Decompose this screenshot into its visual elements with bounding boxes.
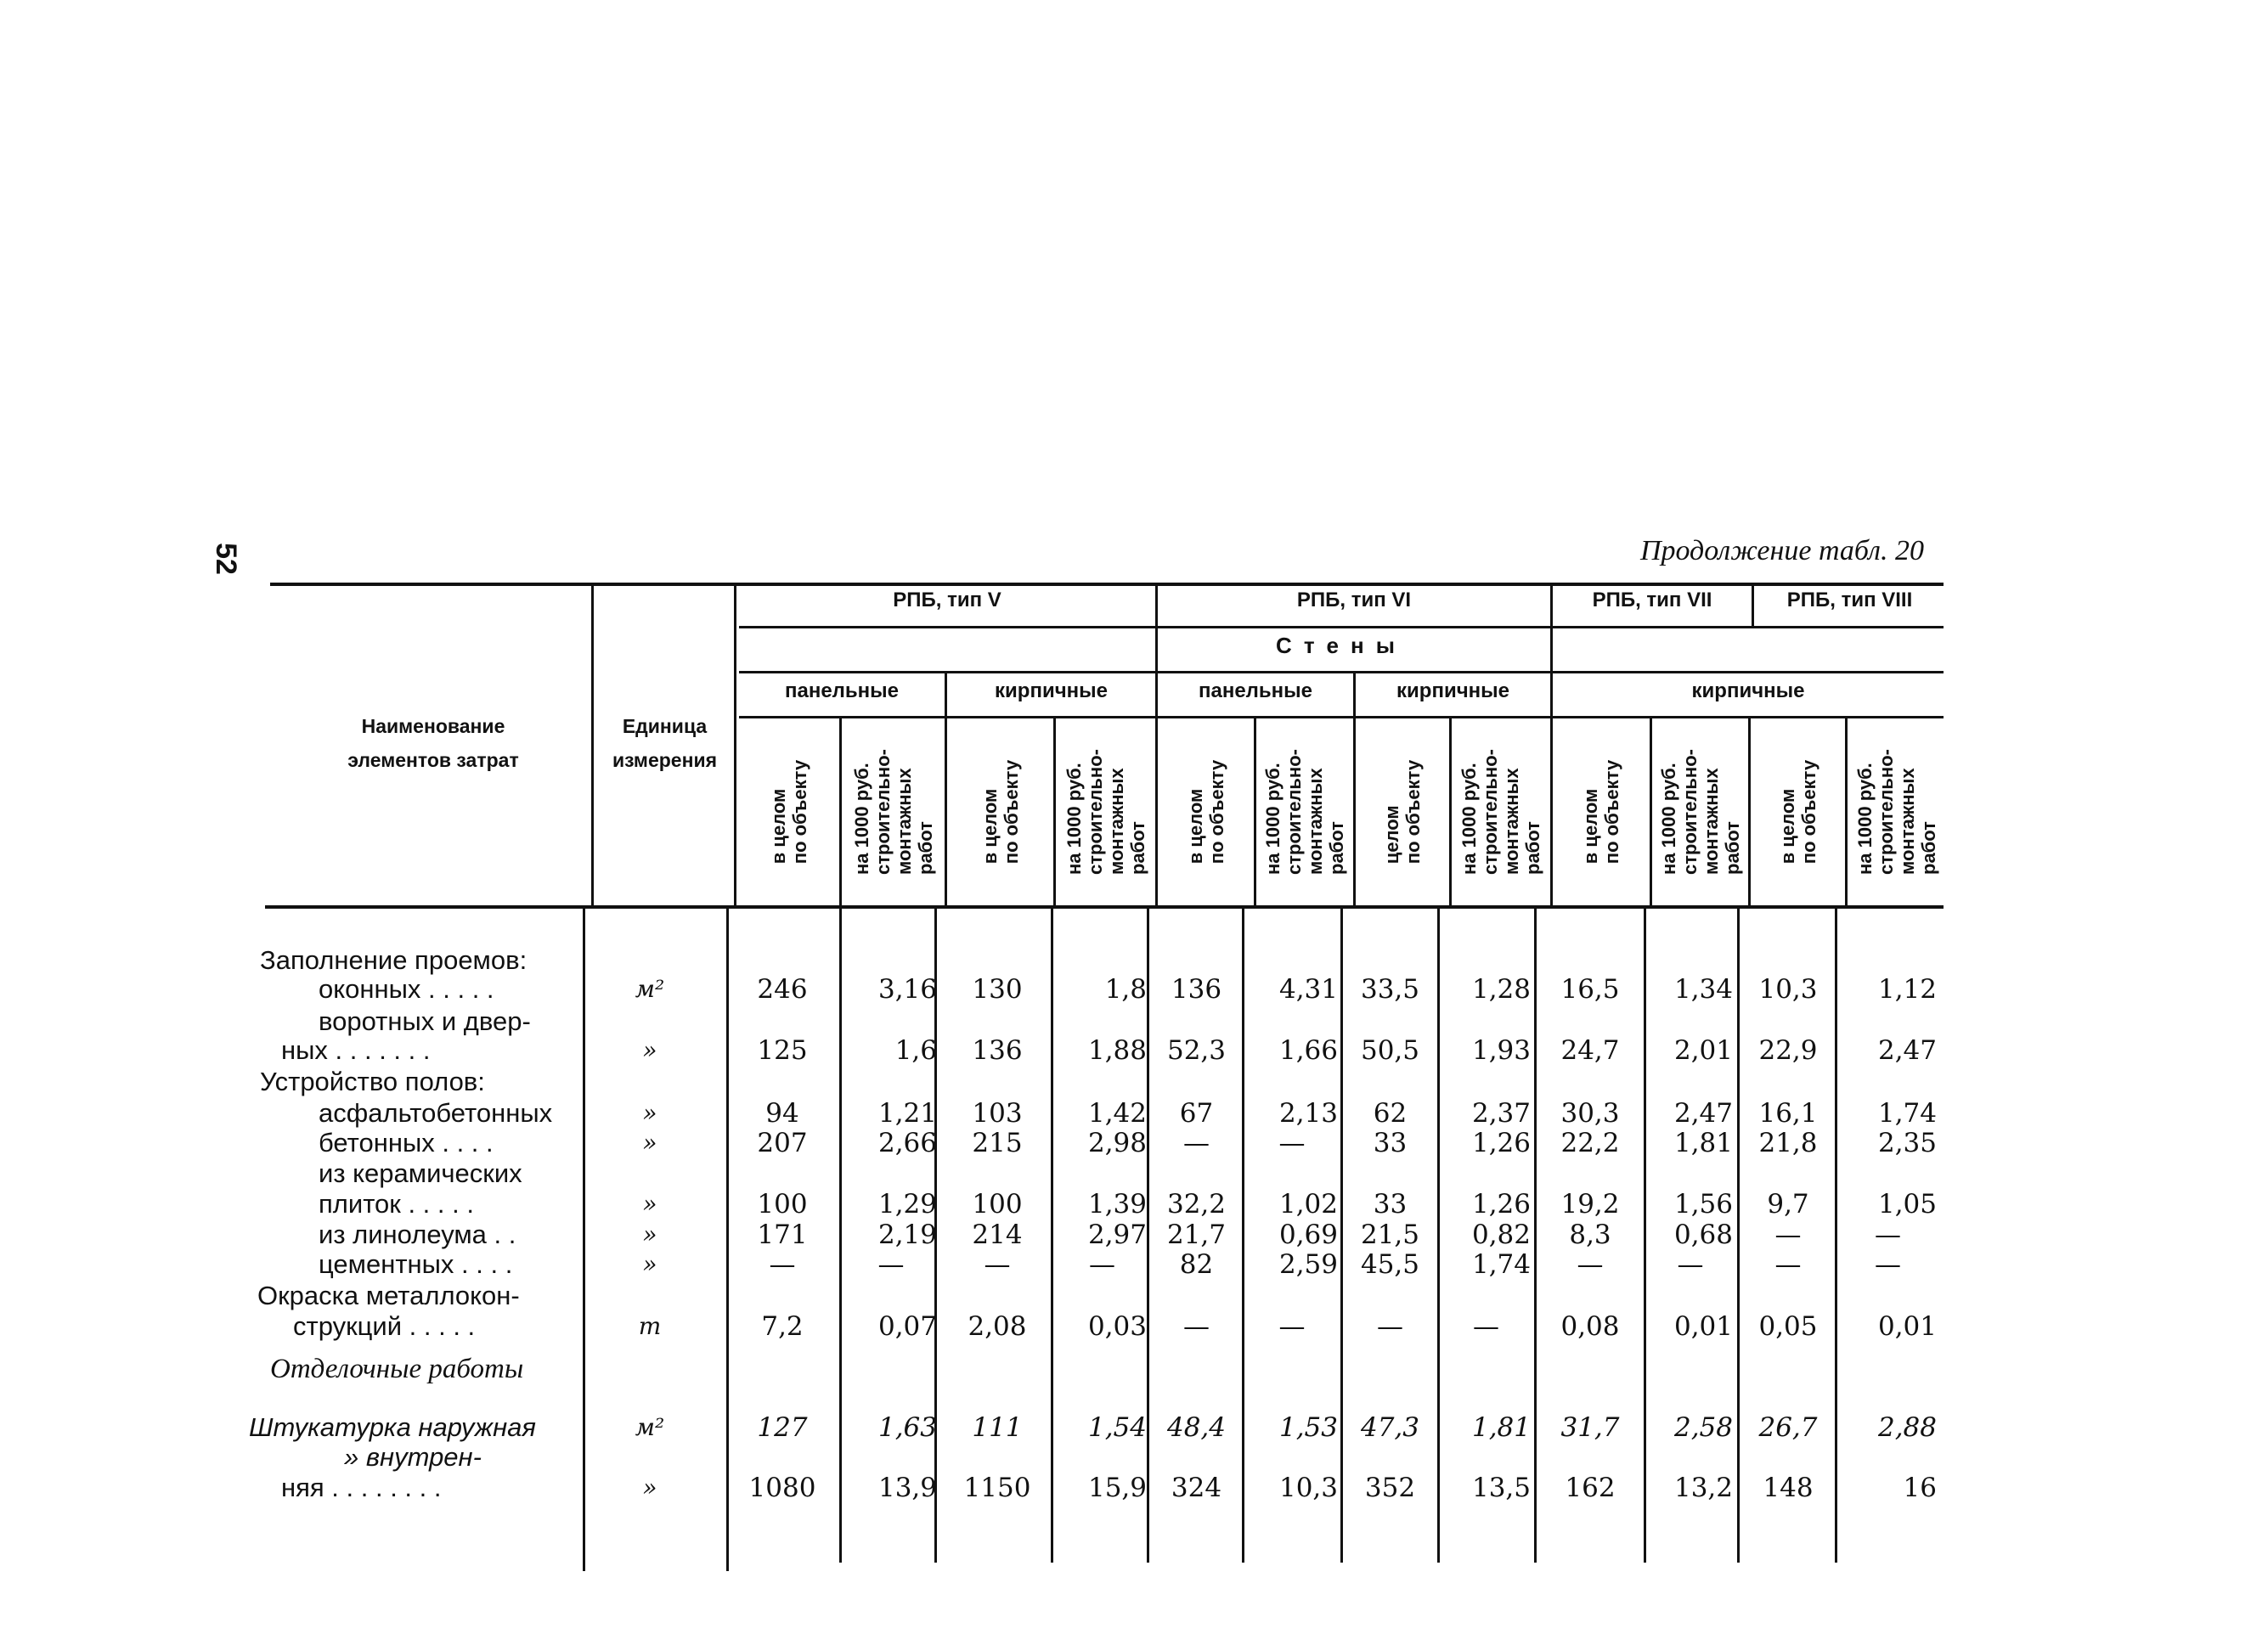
name-col-line-1: Наименование <box>361 715 505 737</box>
cell-value: 1,39 <box>1087 1189 1147 1220</box>
row-label: няя . . . . . . . . <box>281 1473 442 1502</box>
cell-value: 33 <box>1373 1128 1408 1158</box>
sub-header-per-1000: на 1000 руб. строительно- монтажных работ <box>1657 749 1743 875</box>
row-label: асфальтобетонных <box>319 1098 553 1128</box>
cell-value: 21,8 <box>1758 1128 1818 1158</box>
sub-header-per-1000: на 1000 руб. строительно- монтажных работ <box>1262 749 1347 875</box>
cell-value: 47,3 <box>1360 1412 1420 1443</box>
cell-value: — <box>1875 1220 1901 1250</box>
type-header-8: РПБ, тип VIII <box>1786 589 1913 611</box>
cell-value: 2,01 <box>1673 1035 1733 1066</box>
cell-value: 33,5 <box>1360 974 1420 1005</box>
cell-value: 215 <box>972 1128 1023 1158</box>
cell-value: 2,47 <box>1877 1035 1937 1066</box>
cell-value: 1,28 <box>1471 974 1531 1005</box>
cell-value: 125 <box>757 1035 808 1066</box>
row-unit: » <box>642 1250 657 1278</box>
cell-value: 1,56 <box>1673 1189 1733 1220</box>
cell-value: 1,88 <box>1087 1035 1147 1066</box>
cell-value: 207 <box>757 1128 808 1158</box>
cell-value: 16,1 <box>1758 1098 1818 1129</box>
row-unit: т <box>638 1312 662 1340</box>
unit-col-header <box>595 709 735 777</box>
table-row <box>0 1036 2268 1065</box>
cell-value: — <box>1089 1249 1115 1280</box>
cell-value: 50,5 <box>1360 1035 1420 1066</box>
cell-value: 0,03 <box>1087 1311 1147 1342</box>
type-header-5: РПБ, тип V <box>893 589 1001 611</box>
sub-header-per-1000: на 1000 руб. строительно- монтажных работ <box>1458 749 1543 875</box>
cell-value: — <box>1577 1249 1604 1280</box>
cell-value: 2,88 <box>1877 1412 1937 1443</box>
cell-value: 2,58 <box>1673 1412 1733 1443</box>
cell-value: 2,37 <box>1471 1098 1531 1129</box>
sub-header-per-1000: на 1000 руб. строительно- монтажных работ <box>1853 749 1939 875</box>
cell-value: 1,29 <box>877 1189 937 1220</box>
table-row <box>0 1355 2268 1383</box>
table-row <box>0 1067 2268 1096</box>
table-row <box>0 975 2268 1004</box>
cell-value: 1,93 <box>1471 1035 1531 1066</box>
cell-value: 3,16 <box>877 974 937 1005</box>
cell-value: — <box>1278 1128 1306 1158</box>
row-label: » внутрен- <box>344 1442 482 1472</box>
cell-value: — <box>1875 1249 1901 1280</box>
cell-value: — <box>1473 1311 1499 1342</box>
cell-value: 67 <box>1179 1098 1214 1129</box>
cell-value: 19,2 <box>1560 1189 1620 1220</box>
row-label: плиток . . . . . <box>319 1189 474 1219</box>
kind-brick-7-8: кирпичные <box>1691 679 1805 702</box>
cell-value: 324 <box>1171 1473 1222 1503</box>
row-unit: м² <box>635 975 665 1003</box>
cell-value: 111 <box>972 1412 1023 1443</box>
cell-value: 0,69 <box>1278 1220 1338 1250</box>
kind-brick-5: кирпичные <box>995 679 1108 702</box>
cell-value: 1,8 <box>1104 974 1147 1005</box>
cell-value: 10,3 <box>1758 974 1818 1005</box>
cell-value: 1,81 <box>1471 1412 1531 1443</box>
v-line-name <box>591 586 594 905</box>
cell-value: 0,01 <box>1877 1311 1937 1342</box>
cell-value: 1,42 <box>1087 1098 1147 1129</box>
cell-value: 31,7 <box>1560 1412 1620 1443</box>
cell-value: 21,7 <box>1166 1220 1227 1250</box>
sub-header-total: в целом по объекту <box>1580 759 1622 865</box>
sub-header-per-1000: на 1000 руб. строительно- монтажных работ <box>850 749 936 875</box>
cell-value: 1150 <box>963 1473 1031 1503</box>
cell-value: 9,7 <box>1767 1189 1809 1220</box>
unit-col-line-1: Единица <box>622 715 708 737</box>
rule-under-types <box>739 626 1944 628</box>
cell-value: 8,3 <box>1569 1220 1611 1250</box>
cell-value: 171 <box>757 1220 808 1250</box>
cell-value: 1,63 <box>877 1412 937 1443</box>
cell-value: 13,2 <box>1673 1473 1733 1503</box>
cell-value: 2,47 <box>1673 1098 1733 1129</box>
cell-value: 94 <box>765 1098 799 1129</box>
cell-value: 2,08 <box>968 1311 1027 1342</box>
cell-value: 1,6 <box>894 1035 937 1066</box>
cell-value: 33 <box>1373 1189 1408 1220</box>
row-unit: » <box>642 1473 657 1501</box>
table-row <box>0 1250 2268 1279</box>
row-label: воротных и двер- <box>319 1006 531 1036</box>
table-row <box>0 1007 2268 1036</box>
table-row <box>0 1413 2268 1442</box>
cell-value: 16,5 <box>1560 974 1620 1005</box>
cell-value: — <box>1183 1311 1210 1342</box>
cell-value: 100 <box>972 1189 1023 1220</box>
name-col-line-2: элементов затрат <box>347 749 519 771</box>
row-unit: » <box>642 1036 657 1064</box>
row-unit: м² <box>635 1413 665 1441</box>
cell-value: — <box>1677 1249 1704 1280</box>
cell-value: 0,01 <box>1673 1311 1733 1342</box>
cell-value: — <box>984 1249 1011 1280</box>
cell-value: — <box>1183 1128 1210 1158</box>
table-row <box>0 1159 2268 1188</box>
table-row <box>0 1190 2268 1219</box>
sub-header-total: в целом по объекту <box>768 759 810 865</box>
cell-value: 1,21 <box>877 1098 937 1129</box>
cell-value: — <box>1774 1220 1802 1250</box>
row-label: цементных . . . . <box>319 1249 513 1279</box>
cell-value: 162 <box>1565 1473 1616 1503</box>
cell-value: 2,98 <box>1087 1128 1147 1158</box>
table-row <box>0 1473 2268 1502</box>
name-col-header <box>289 709 578 777</box>
cell-value: 2,59 <box>1278 1249 1338 1280</box>
cell-value: 1,12 <box>1877 974 1937 1005</box>
cell-value: 2,19 <box>877 1220 937 1250</box>
type-header-7: РПБ, тип VII <box>1592 589 1712 611</box>
cell-value: 136 <box>1171 974 1222 1005</box>
cell-value: 0,68 <box>1673 1220 1733 1250</box>
cell-value: 82 <box>1179 1249 1214 1280</box>
cell-value: 214 <box>972 1220 1023 1250</box>
cell-value: 1,54 <box>1087 1412 1147 1443</box>
rule-under-walls <box>739 671 1944 673</box>
cell-value: 1,26 <box>1471 1189 1531 1220</box>
cell-value: 7,2 <box>761 1311 804 1342</box>
row-label: струкций . . . . . <box>293 1311 476 1341</box>
table-row <box>0 1129 2268 1158</box>
cell-value: 100 <box>757 1189 808 1220</box>
row-unit: » <box>642 1129 657 1157</box>
kind-panel-5: панельные <box>784 679 900 702</box>
table-row <box>0 1099 2268 1128</box>
cell-value: 352 <box>1364 1473 1416 1503</box>
sub-header-total: в целом по объекту <box>1184 759 1227 865</box>
row-label: ных . . . . . . . <box>281 1035 431 1065</box>
type-header-6: РПБ, тип VI <box>1296 589 1412 611</box>
sub-header-total: целом по объекту <box>1381 759 1424 865</box>
cell-value: 52,3 <box>1166 1035 1227 1066</box>
cell-value: 62 <box>1373 1098 1408 1129</box>
cell-value: 22,2 <box>1560 1128 1620 1158</box>
cell-value: 2,66 <box>877 1128 937 1158</box>
cell-value: 1,74 <box>1877 1098 1937 1129</box>
cell-value: 1080 <box>748 1473 816 1503</box>
cell-value: 1,26 <box>1471 1128 1531 1158</box>
cell-value: 21,5 <box>1360 1220 1420 1250</box>
cell-value: 0,08 <box>1560 1311 1620 1342</box>
cell-value: 48,4 <box>1166 1412 1227 1443</box>
row-unit: » <box>642 1099 657 1127</box>
cell-value: — <box>1377 1311 1403 1342</box>
cell-value: 24,7 <box>1560 1035 1620 1066</box>
row-label: из керамических <box>319 1158 522 1188</box>
row-unit: » <box>642 1190 657 1218</box>
cell-value: — <box>769 1249 796 1280</box>
cell-value: 1,02 <box>1278 1189 1338 1220</box>
row-label: Отделочные работы <box>270 1354 524 1384</box>
cell-value: 246 <box>757 974 808 1005</box>
kind-brick-6: кирпичные <box>1396 679 1509 702</box>
cell-value: — <box>877 1249 905 1280</box>
kind-panel-6: панельные <box>1198 679 1313 702</box>
table-row <box>0 1220 2268 1249</box>
cell-value: 0,05 <box>1758 1311 1818 1342</box>
cell-value: 30,3 <box>1560 1098 1620 1129</box>
cell-value: 130 <box>972 974 1023 1005</box>
sub-header-total: в целом по объекту <box>979 759 1022 865</box>
table-row <box>0 1312 2268 1341</box>
cell-value: 45,5 <box>1360 1249 1420 1280</box>
row-label: из линолеума . . <box>319 1220 516 1249</box>
page-number: 52 <box>210 543 242 575</box>
table-row <box>0 1282 2268 1310</box>
cell-value: 103 <box>972 1098 1023 1129</box>
cell-value: 22,9 <box>1758 1035 1818 1066</box>
sub-header-per-1000: на 1000 руб. строительно- монтажных работ <box>1063 749 1148 875</box>
header-bottom-rule <box>265 905 1944 909</box>
cell-value: 1,05 <box>1877 1189 1937 1220</box>
row-label: Заполнение проемов: <box>260 945 528 975</box>
cell-value: 4,31 <box>1278 974 1338 1005</box>
cell-value: 16 <box>1903 1473 1937 1503</box>
table-caption: Продолжение табл. 20 <box>1639 535 1924 566</box>
cell-value: 1,74 <box>1471 1249 1531 1280</box>
row-unit: » <box>642 1220 657 1248</box>
cell-value: 10,3 <box>1278 1473 1338 1503</box>
cell-value: 2,35 <box>1877 1128 1937 1158</box>
top-rule <box>270 583 1944 586</box>
cell-value: 1,66 <box>1278 1035 1338 1066</box>
cell-value: 0,82 <box>1471 1220 1531 1250</box>
row-label: Окраска металлокон- <box>257 1281 520 1310</box>
row-label: оконных . . . . . <box>319 974 494 1004</box>
cell-value: 127 <box>757 1412 808 1443</box>
row-label: Устройство полов: <box>260 1067 485 1096</box>
cell-value: 15,9 <box>1087 1473 1147 1503</box>
cell-value: 136 <box>972 1035 1023 1066</box>
cell-value: 32,2 <box>1166 1189 1227 1220</box>
cell-value: 0,07 <box>877 1311 937 1342</box>
cell-value: 1,53 <box>1278 1412 1338 1443</box>
walls-header: Стены <box>1276 633 1407 658</box>
cell-value: 13,5 <box>1471 1473 1531 1503</box>
table-row <box>0 946 2268 975</box>
cell-value: 2,13 <box>1278 1098 1338 1129</box>
unit-col-line-2: измерения <box>612 749 718 771</box>
cell-value: 2,97 <box>1087 1220 1147 1250</box>
cell-value: 148 <box>1763 1473 1814 1503</box>
cell-value: 1,34 <box>1673 974 1733 1005</box>
cell-value: 1,81 <box>1673 1128 1733 1158</box>
cell-value: — <box>1774 1249 1802 1280</box>
table-row <box>0 1443 2268 1472</box>
cell-value: 13,9 <box>877 1473 937 1503</box>
sub-header-total: в целом по объекту <box>1776 759 1819 865</box>
cell-value: 26,7 <box>1758 1412 1818 1443</box>
row-label: бетонных . . . . <box>319 1128 494 1158</box>
cell-value: — <box>1278 1311 1306 1342</box>
row-label: Штукатурка наружная <box>249 1412 536 1442</box>
